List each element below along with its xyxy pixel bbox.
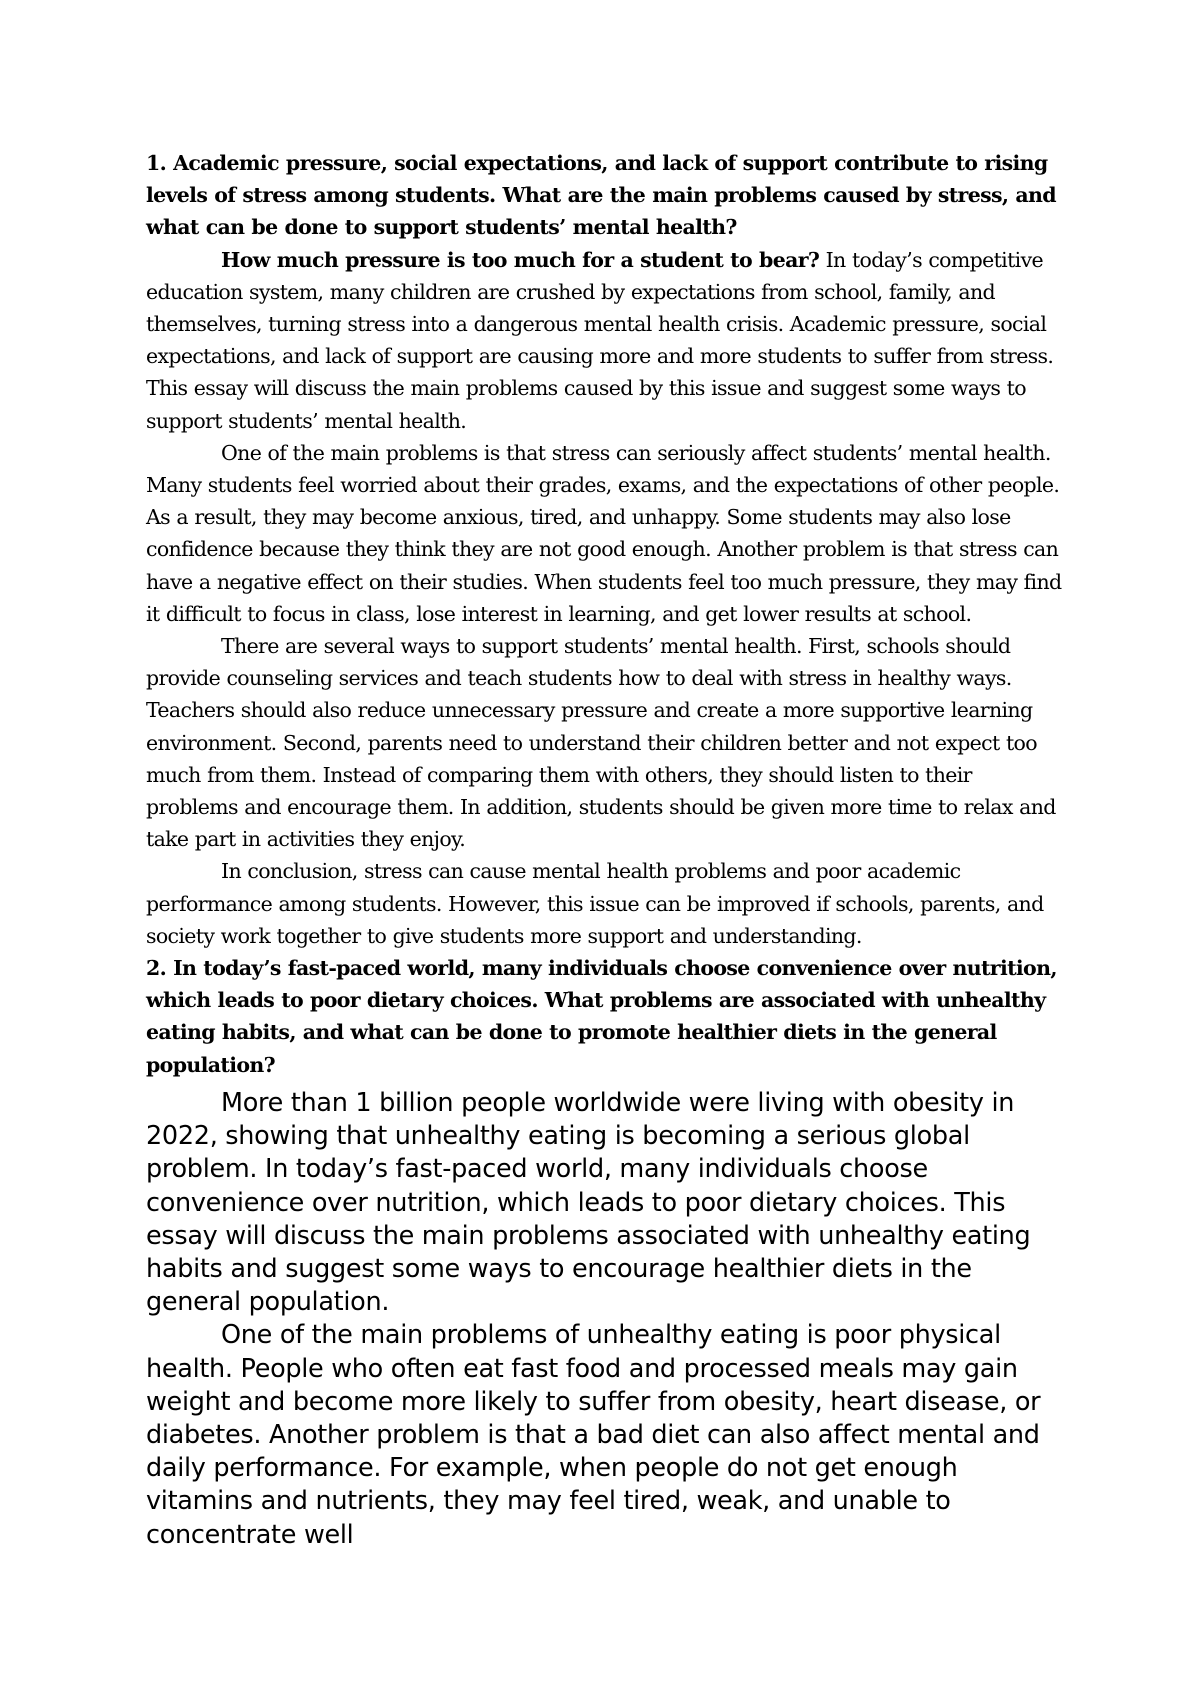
question-1-heading: 1. Academic pressure, social expectations, and lack of support contribute to rising levels of stress among students. What are the main problems caused by stress, and what can be done to support students’ mental health? xyxy=(146,151,1056,240)
essay-1-intro-text: In today’s competitive education system, many children are crushed by expectations from school, family, and themselves, turning stress into a dangerous mental health crisis. Academic pressure, social expectations, and lack of support are causing more and more students to suffer from stress. This essay will discuss the main problems caused by this issue and suggest some ways to support students’ mental health. xyxy=(146,247,1054,433)
essay-1-hook-question: How much pressure is too much for a student to bear? xyxy=(221,247,820,272)
question-2-heading: 2. In today’s fast-paced world, many individuals choose convenience over nutrition, which leads to poor dietary choices. What problems are associated with unhealthy eating habits, and what can be done to promote healthier diets in the general population? xyxy=(146,956,1057,1077)
essay-2-paragraph-2: One of the main problems of unhealthy eating is poor physical health. People who often eat fast food and processed meals may gain weight and become more likely to suffer from obesity, heart disease, or diabetes. Another problem is that a bad diet can also affect mental and daily performance. For example, when people do not get enough vitamins and nutrients, they may feel tired, weak, and unable to concentrate well xyxy=(146,1320,1041,1550)
essay-2-paragraph-1: More than 1 billion people worldwide were living with obesity in 2022, showing that unhealthy eating is becoming a serious global problem. In today’s fast-paced world, many individuals choose convenience over nutrition, which leads to poor dietary choices. This essay will discuss the main problems associated with unhealthy eating habits and suggest some ways to encourage healthier diets in the general population. xyxy=(146,1087,1031,1318)
essay-1-paragraph-2: One of the main problems is that stress can seriously affect students’ mental health. Many students feel worried about their grades, exams, and the expectations of other people. As a result, they may become anxious, tired, and unhappy. Some students may also lose confidence because they think they are not good enough. Another problem is that stress can have a negative effect on their studies. When students feel too much pressure, they may find it difficult to focus in class, lose interest in learning, and get lower results at school. xyxy=(146,440,1062,626)
essay-1-paragraph-3: There are several ways to support students’ mental health. First, schools should provide counseling services and teach students how to deal with stress in healthy ways. Teachers should also reduce unnecessary pressure and create a more supportive learning environment. Second, parents need to understand their children better and not expect too much from them. Instead of comparing them with others, they should listen to their problems and encourage them. In addition, students should be given more time to relax and take part in activities they enjoy. xyxy=(146,634,1056,852)
essay-1-paragraph-4: In conclusion, stress can cause mental health problems and poor academic performance among students. However, this issue can be improved if schools, parents, and society work together to give students more support and understanding. xyxy=(146,859,1044,948)
document-body xyxy=(146,147,1066,1552)
essay-1-paragraph-1 xyxy=(146,244,1066,437)
